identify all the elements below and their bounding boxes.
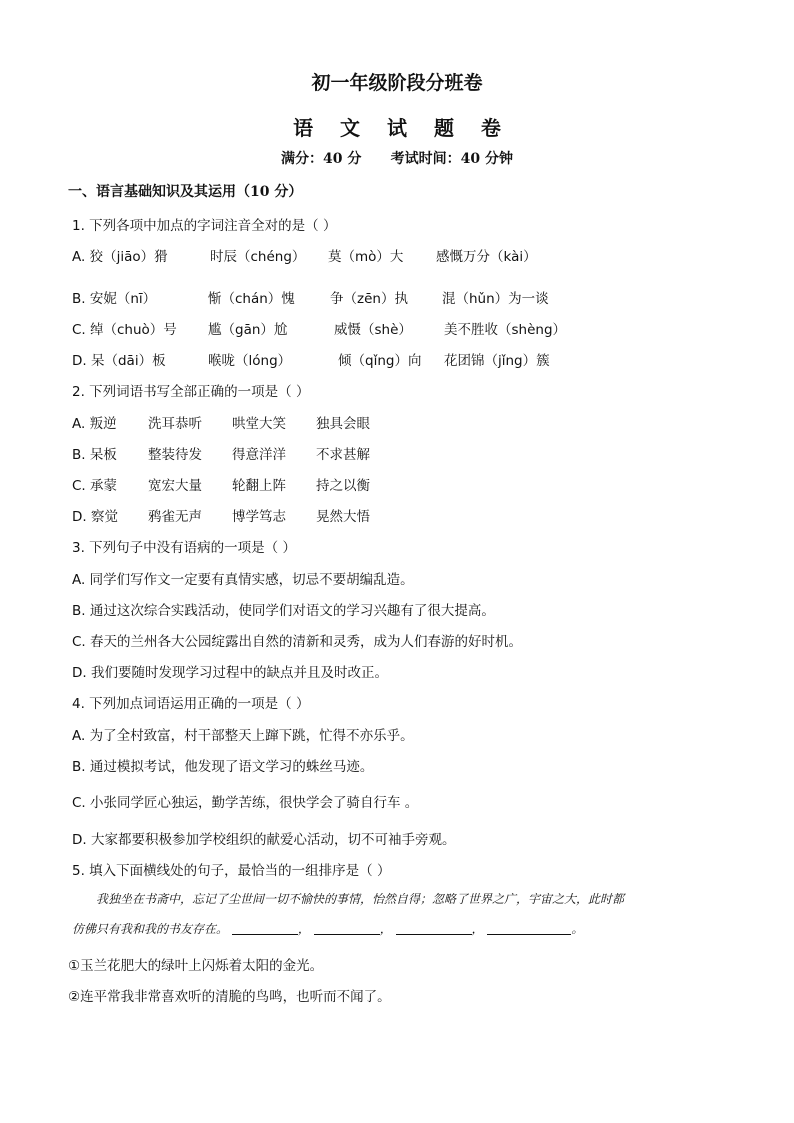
option-text: 争（zēn）执 — [330, 291, 408, 307]
option-text: 哄堂大笑 — [232, 416, 286, 432]
section-heading: 一、语言基础知识及其运用（10 分） — [68, 184, 303, 200]
question-1-stem: 1. 下列各项中加点的字词注音全对的是（ ） — [72, 218, 337, 234]
option-text: D. 察觉 — [72, 509, 118, 525]
question-2-stem: 2. 下列词语书写全部正确的一项是（ ） — [72, 384, 310, 400]
blank-separator: ， — [379, 922, 392, 936]
option-text: 威慑（shè） — [334, 322, 412, 338]
question-4-option-c: C. 小张同学匠心独运，勤学苦练，很快学会了骑自行车 。 — [72, 795, 419, 811]
option-text: 不求甚解 — [316, 447, 370, 463]
option-text: 晃然大悟 — [316, 509, 370, 525]
option-text: 莫（mò）大 — [328, 249, 404, 265]
question-4-stem: 4. 下列加点词语运用正确的一项是（ ） — [72, 696, 310, 712]
option-text: 美不胜收（shèng） — [444, 322, 567, 338]
option-text: 尴（gān）尬 — [208, 322, 288, 338]
exam-meta: 满分：40 分 考试时间：40 分钟 — [281, 151, 513, 167]
option-text: 混（hǔn）为一谈 — [442, 291, 549, 307]
option-text: 惭（chán）愧 — [208, 291, 295, 307]
option-text: 宽宏大量 — [148, 478, 202, 494]
fill-blank-1[interactable] — [232, 920, 298, 935]
option-text: 独具会眼 — [316, 416, 370, 432]
option-text: D. 呆（dāi）板 — [72, 353, 166, 369]
option-text: B. 安妮（nī） — [72, 291, 157, 307]
fill-blank-2[interactable] — [314, 920, 380, 935]
option-text: 洗耳恭听 — [148, 416, 202, 432]
blank-separator: ， — [471, 922, 484, 936]
fill-blank-4[interactable] — [487, 920, 571, 935]
option-text: 花团锦（jǐng）簇 — [444, 353, 550, 369]
option-text: 博学笃志 — [232, 509, 286, 525]
option-text: 喉咙（lóng） — [208, 353, 292, 369]
option-text: 鸦雀无声 — [148, 509, 202, 525]
question-4-option-a: A. 为了全村致富，村干部整天上蹿下跳，忙得不亦乐乎。 — [72, 728, 414, 744]
question-3-option-c: C. 春天的兰州各大公园绽露出自然的清新和灵秀，成为人们春游的好时机。 — [72, 634, 523, 650]
option-text: 时辰（chéng） — [210, 249, 306, 265]
question-3-stem: 3. 下列句子中没有语病的一项是（ ） — [72, 540, 296, 556]
exam-title: 初一年级阶段分班卷 — [311, 72, 483, 94]
question-5-item-1: ①玉兰花肥大的绿叶上闪烁着太阳的金光。 — [68, 958, 324, 974]
option-text: B. 呆板 — [72, 447, 117, 463]
option-text: 得意洋洋 — [232, 447, 286, 463]
question-5-stem: 5. 填入下面横线处的句子，最恰当的一组排序是（ ） — [72, 863, 391, 879]
fill-blank-3[interactable] — [396, 920, 472, 935]
option-text: A. 叛逆 — [72, 416, 117, 432]
question-4-option-b: B. 通过模拟考试，他发现了语文学习的蛛丝马迹。 — [72, 759, 374, 775]
option-text: 整装待发 — [148, 447, 202, 463]
exam-subtitle: 语 文 试 题 卷 — [293, 116, 511, 140]
option-text: A. 狡（jiāo）猾 — [72, 249, 168, 265]
passage-text: 我独坐在书斋中，忘记了尘世间一切不愉快的事情，怡然自得；忽略了世界之广，宇宙之大，此时都 — [96, 892, 625, 906]
question-5-passage — [72, 883, 722, 945]
question-3-option-d: D. 我们要随时发现学习过程中的缺点并且及时改正。 — [72, 665, 388, 681]
question-3-option-b: B. 通过这次综合实践活动，使同学们对语文的学习兴趣有了很大提高。 — [72, 603, 495, 619]
option-text: C. 绰（chuò）号 — [72, 322, 177, 338]
option-text: 倾（qǐng）向 — [338, 353, 422, 369]
option-text: C. 承蒙 — [72, 478, 118, 494]
blank-separator: ， — [297, 922, 310, 936]
option-text: 轮翻上阵 — [232, 478, 286, 494]
passage-line-2 — [72, 913, 722, 945]
question-5-item-2: ②连平常我非常喜欢听的清脆的鸟鸣，也听而不闻了。 — [68, 989, 391, 1005]
passage-line-1 — [72, 883, 722, 915]
question-4-option-d: D. 大家都要积极参加学校组织的献爱心活动，切不可袖手旁观。 — [72, 832, 456, 848]
option-text: 持之以衡 — [316, 478, 370, 494]
option-text: 感慨万分（kài） — [436, 249, 537, 265]
blank-end: 。 — [571, 922, 584, 936]
question-3-option-a: A. 同学们写作文一定要有真情实感，切忌不要胡编乱造。 — [72, 572, 414, 588]
passage-text: 仿佛只有我和我的书友存在。 — [72, 922, 229, 936]
